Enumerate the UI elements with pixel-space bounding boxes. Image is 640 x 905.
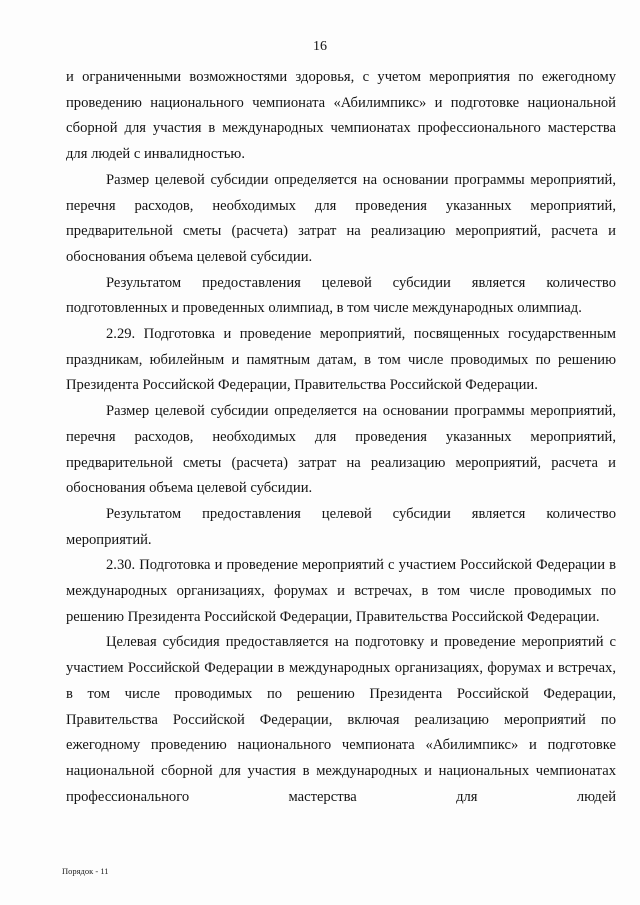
paragraph-continuation: и ограниченными возможностями здоровья, с учетом мероприятия по ежегодному проведению национального чемпионата «Абилимпикс» и подготовке национальной сборной для участия в международных чемпионатах профессионального мастерства для людей с инвалидностью. [66, 69, 616, 163]
footer-note: Порядок - 11 [62, 866, 109, 876]
paragraph-section-2-30: 2.30. Подготовка и проведение мероприятий с участием Российской Федерации в международных организациях, форумах и встречах, в том числе проводимых по решению Президента Российской Федерации, Правительства Российской Федерации. [66, 557, 616, 625]
paragraph-subsidy-result: Результатом предоставления целевой субсидии является количество подготовленных и проведенных олимпиад, в том числе международных олимпиад. [66, 274, 616, 317]
paragraph-subsidy-purpose: Целевая субсидия предоставляется на подготовку и проведение мероприятий с участием Российской Федерации в международных организациях, форумах и встречах, в том числе проводимых по решению Президента Российской Федерации, Правительства Российской Федерации, включая реализацию мероприятий по ежегодному проведению национального чемпионата «Абилимпикс» и подготовке национальной сборной для участия в международных и национальных чемпионатах профессионального мастерства для людей [66, 634, 616, 805]
paragraph-section-2-29: 2.29. Подготовка и проведение мероприятий, посвященных государственным праздникам, юбилейным и памятным датам, в том числе проводимых по решению Президента Российской Федерации, Правительства Российской Федерации. [66, 326, 616, 394]
document-body [66, 65, 616, 810]
page-number: 16 [313, 39, 327, 54]
paragraph-subsidy-result-2: Результатом предоставления целевой субсидии является количество мероприятий. [66, 505, 616, 548]
paragraph-subsidy-size-2: Размер целевой субсидии определяется на основании программы мероприятий, перечня расходов, необходимых для проведения указанных мероприятий, предварительной сметы (расчета) затрат на реализацию мероприятий, расчета и обоснования объема целевой субсидии. [66, 403, 616, 497]
paragraph-subsidy-size: Размер целевой субсидии определяется на основании программы мероприятий, перечня расходов, необходимых для проведения указанных мероприятий, предварительной сметы (расчета) затрат на реализацию мероприятий, расчета и обоснования объема целевой субсидии. [66, 171, 616, 265]
